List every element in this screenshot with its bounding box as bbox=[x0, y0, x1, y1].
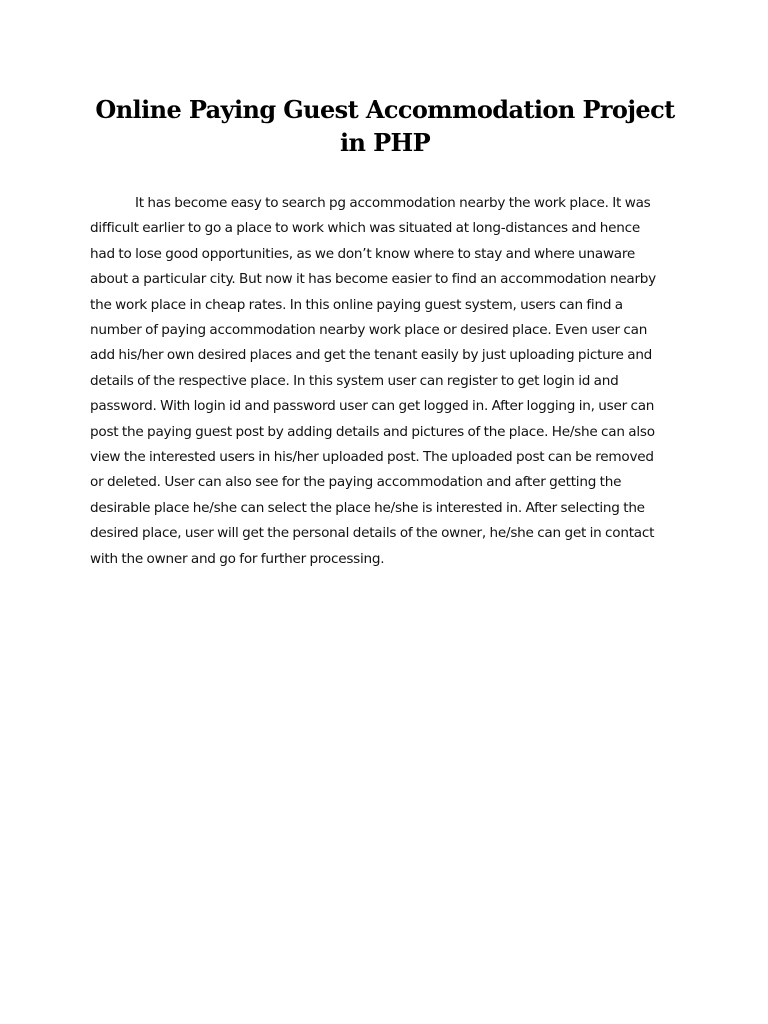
document-title: Online Paying Guest Accommodation Project in PHP bbox=[95, 95, 675, 157]
body-paragraph: It has become easy to search pg accommodation nearby the work place. It was difficult earlier to go a place to work which was situated at long-distances and hence had to lose good opportunities, as we don’t know where to stay and where unaware about a particular city. But now it has become easier to find an accommodation nearby the work place in cheap rates. In this online paying guest system, users can find a number of paying accommodation nearby work place or desired place. Even user can add his/her own desired places and get the tenant easily by just uploading picture and details of the respective place. In this system user can register to get login id and password. With login id and password user can get logged in. After logging in, user can post the paying guest post by adding details and pictures of the place. He/she can also view the interested users in his/her uploaded post. The uploaded post can be removed or deleted. User can also see for the paying accommodation and after getting the desirable place he/she can select the place he/she is interested in. After selecting the desired place, user will get the personal details of the owner, he/she can get in contact with the owner and go for further processing. bbox=[90, 195, 656, 567]
